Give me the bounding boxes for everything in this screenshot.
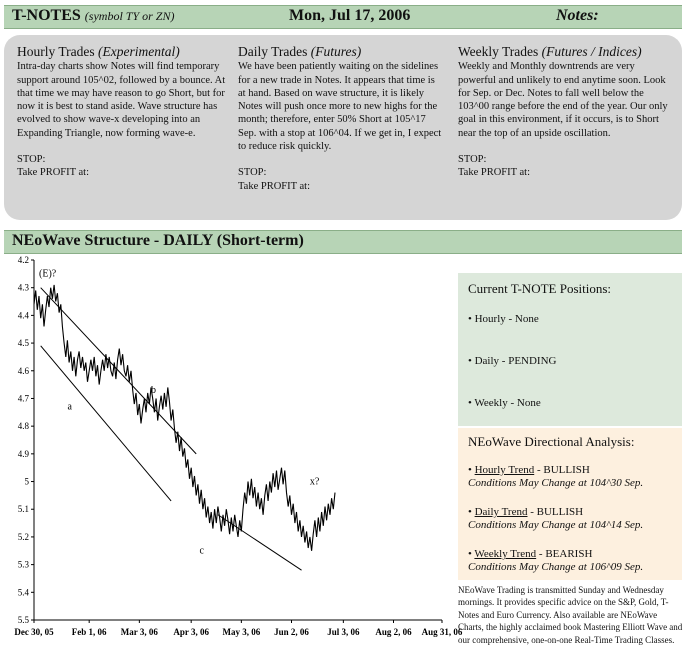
report-title — [12, 7, 174, 25]
daily-trades-column — [238, 45, 443, 193]
x-tick-label: Jul 3, 06 — [327, 627, 360, 637]
trend-daily: • Daily Trend - BULLISH Conditions May Change at 104^14 Sep. — [468, 506, 644, 531]
x-tick-label: Mar 3, 06 — [120, 627, 158, 637]
x-tick-label: Dec 30, 05 — [14, 627, 54, 637]
trendline — [41, 288, 197, 454]
wave-label: x? — [309, 476, 320, 488]
y-tick-label: 5.1 — [17, 504, 29, 515]
trendline — [41, 346, 171, 501]
trend-daily-value: - BULLISH — [527, 506, 584, 518]
wave-label: (E)? — [39, 268, 57, 280]
chart-trendlines — [41, 288, 302, 570]
y-tick-label: 4.2 — [17, 255, 29, 265]
trend-hourly-label: Hourly Trend — [474, 464, 535, 476]
header-bar — [4, 5, 682, 29]
positions-title: Current T-NOTE Positions: — [468, 281, 612, 296]
analysis-title: NEoWave Directional Analysis: — [468, 434, 635, 449]
trend-weekly-label: Weekly Trend — [474, 548, 537, 560]
daily-profit: Take PROFIT at: — [238, 180, 310, 192]
hourly-title: Hourly Trades — [17, 44, 95, 59]
weekly-stop: STOP: — [458, 154, 487, 166]
positions-panel — [458, 273, 682, 426]
hourly-trades-body: Intra-day charts show Notes will find temporary support around 105^02, followed by a bounce. At that time we may have reason to go Short, but for now it is best to stand aside. Wave structure has evolved to show wave-x developing into an Expanding Triangle, now forming wave-e. — [17, 61, 226, 139]
trend-hourly-value: - BULLISH — [534, 464, 590, 476]
trend-weekly-value: - BEARISH — [536, 548, 593, 560]
symbol-note: (symbol TY or ZN) — [84, 9, 175, 23]
y-tick-label: 5.3 — [17, 559, 29, 570]
y-tick-label: 5.5 — [17, 615, 29, 625]
trend-daily-condition: Conditions May Change at 104^14 Sep. — [468, 519, 644, 531]
report-title-text: T-NOTES — [12, 7, 81, 24]
trades-panel — [4, 35, 682, 220]
y-tick-label: 5 — [24, 476, 29, 487]
y-tick-label: 4.9 — [17, 448, 29, 459]
chart-section-title: NEoWave Structure - DAILY (Short-term) — [12, 232, 304, 249]
weekly-trades-body: Weekly and Monthly downtrends are very powerful and unlikely to end anytime soon. Look for Sep. or Dec. Notes to fall well below the 103^00 range before the end of the year. Our only goal in this environment, if it occurs, is to Short near the top of an upside oscillation. — [458, 61, 668, 139]
footer-description: NEoWave Trading is transmitted Sunday and Wednesday mornings. It provides specific advice on the S&P, Gold, T-Notes and Euro Currency. Also available are NEoWave Charts, the highly acclaimed book Mastering Elliott Wave and our comprehensive, one-on-one Real-Time Trading Classes. — [458, 585, 683, 645]
y-tick-label: 5.4 — [17, 587, 29, 598]
y-tick-label: 4.8 — [17, 421, 29, 432]
x-tick-label: Apr 3, 06 — [173, 627, 209, 637]
chart-axes — [14, 255, 462, 637]
weekly-profit: Take PROFIT at: — [458, 167, 530, 179]
x-tick-label: Jun 2, 06 — [274, 627, 309, 637]
trend-weekly-condition: Conditions May Change at 106^09 Sep. — [468, 561, 644, 573]
trend-hourly: • Hourly Trend - BULLISH Conditions May Change at 104^30 Sep. — [468, 464, 644, 489]
wave-label: a — [67, 401, 72, 413]
y-tick-label: 4.4 — [17, 310, 29, 321]
daily-title: Daily Trades — [238, 44, 308, 59]
x-tick-label: Aug 31, 06 — [421, 627, 463, 637]
chart-series — [34, 285, 335, 551]
weekly-trades-column — [458, 45, 673, 180]
section-bar — [4, 230, 682, 254]
daily-stop: STOP: — [238, 167, 267, 179]
trend-hourly-condition: Conditions May Change at 104^30 Sep. — [468, 477, 644, 489]
weekly-title: Weekly Trades — [458, 44, 539, 59]
trend-daily-label: Daily Trend — [474, 506, 528, 518]
x-tick-label: May 3, 06 — [222, 627, 261, 637]
daily-trades-heading — [238, 45, 443, 58]
y-tick-label: 4.6 — [17, 365, 29, 376]
chart-annotations — [39, 269, 320, 557]
weekly-trades-heading — [458, 45, 673, 58]
daily-wave-chart — [0, 252, 463, 655]
price-line — [34, 285, 335, 551]
y-tick-label: 4.5 — [17, 338, 29, 349]
weekly-subtitle: (Futures / Indices) — [541, 44, 642, 59]
wave-label: c — [199, 545, 204, 557]
daily-trades-body: We have been patiently waiting on the sidelines for a new trade in Notes. It appears that time is at hand. Based on wave structure, it is likely Notes will push once more to new highs for the month; therefore, enter 50% Short at 105^17 Sep. with a stop at 106^04. If we get in, I expect to reduce risk quickly. — [238, 61, 442, 153]
hourly-profit: Take PROFIT at: — [17, 167, 89, 179]
x-tick-label: Aug 2, 06 — [375, 627, 412, 637]
hourly-stop: STOP: — [17, 154, 46, 166]
position-daily: • Daily - PENDING — [468, 355, 557, 367]
directional-analysis-panel — [458, 428, 682, 580]
report-date: Mon, Jul 17, 2006 — [289, 7, 411, 24]
notes-label: Notes: — [556, 7, 599, 24]
hourly-trades-heading — [17, 45, 227, 58]
position-hourly: • Hourly - None — [468, 313, 539, 325]
y-tick-label: 4.7 — [17, 393, 29, 404]
y-tick-label: 5.2 — [17, 531, 29, 542]
daily-subtitle: (Futures) — [310, 44, 362, 59]
hourly-subtitle: (Experimental) — [98, 44, 180, 59]
trend-weekly: • Weekly Trend - BEARISH Conditions May Change at 106^09 Sep. — [468, 548, 644, 573]
hourly-trades-column — [17, 45, 227, 180]
x-tick-label: Feb 1, 06 — [71, 627, 107, 637]
wave-label: b — [151, 384, 157, 396]
y-tick-label: 4.3 — [17, 282, 29, 293]
position-weekly: • Weekly - None — [468, 397, 541, 409]
